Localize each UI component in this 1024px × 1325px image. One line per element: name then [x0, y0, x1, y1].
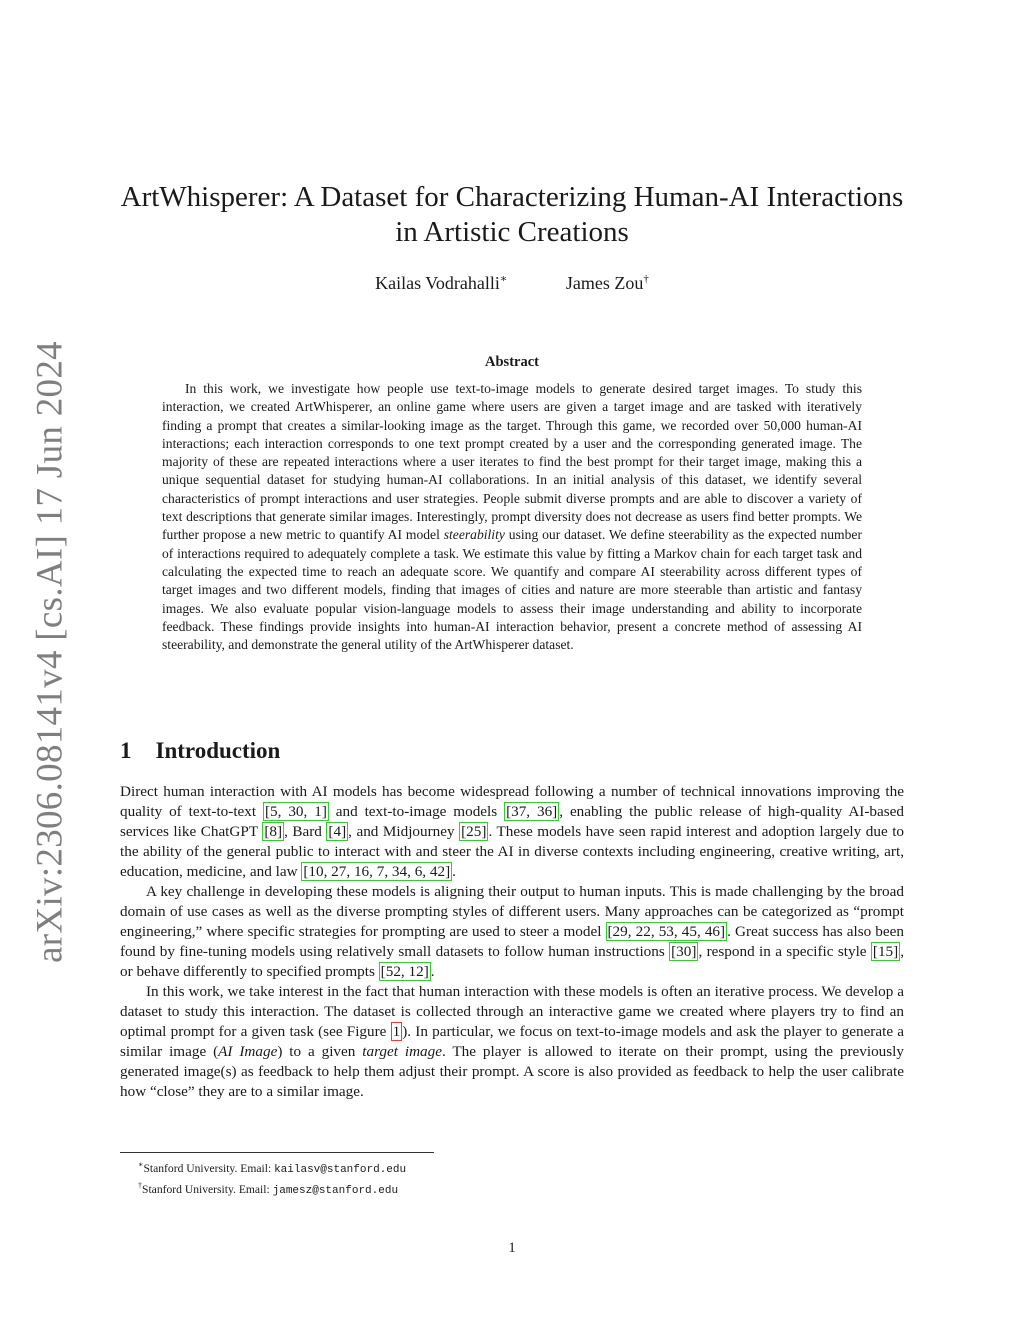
figure-reference-link[interactable]: 1: [392, 1023, 401, 1040]
footnotes: [138, 1157, 406, 1199]
arxiv-identifier: arXiv:2306.08141v4 [cs.AI] 17 Jun 2024: [29, 341, 71, 963]
citation-link[interactable]: [10, 27, 16, 7, 34, 6, 42]: [303, 863, 451, 880]
citation-link[interactable]: [29, 22, 53, 45, 46]: [607, 923, 726, 940]
intro-paragraph-2: A key challenge in developing these models is aligning their output to human inputs. This is made challenging by the broad domain of use cases as well as the diverse prompting styles of different users. Many approaches can be categorized as “prompt engineering,” where specific strategies for prompting are used to steer a model [29, 22, 53, 45, 46] . Great success has also been found by fine-tuning models using relatively small datasets to follow human instructions [30] , respond in a specific style [15] , or behave differently to specified prompts [52, 12] .: [120, 883, 905, 980]
footnote-1: ∗Stanford University. Email: kailasv@stanford.edu: [138, 1160, 407, 1176]
section-heading-introduction: 1 Introduction: [120, 738, 281, 763]
footnote-divider: [120, 1152, 434, 1153]
intro-paragraph-1: Direct human interaction with AI models has become widespread following a number of technical innovations improving the quality of text-to-text [5, 30, 1] and text-to-image models [37, 36] , enabling the public release of high-quality AI-based services like ChatGPT [8] , Bard [4] , and Midjourney [25] . These models have seen rapid interest and adoption largely due to the ability of the general public to interact with and steer the AI in diverse contexts including engineering, creative writing, art, education, medicine, and law [10, 27, 16, 7, 34, 6, 42] .: [120, 783, 905, 880]
email-link[interactable]: kailasv@stanford.edu: [274, 1163, 407, 1176]
citation-link[interactable]: [52, 12]: [380, 963, 429, 980]
intro-paragraph-3: In this work, we take interest in the fact that human interaction with these models is often an iterative process. We develop a dataset to study this interaction. The dataset is collected through an interactive game we created where players try to find an optimal prompt for a given task (see Figure 1 ). In particular, we focus on text-to-image models and ask the player to generate a similar image (AI Image) to a given target image. The player is allowed to iterate on their prompt, using the previously generated image(s) as feedback to help them adjust their prompt. A score is also provided as feedback to help the user calibrate how “close” they are to a similar image.: [120, 983, 905, 1100]
citation-link[interactable]: [4]: [328, 823, 347, 840]
footnote-2: †Stanford University. Email: jamesz@stanford.edu: [138, 1180, 399, 1197]
citation-link[interactable]: [30]: [671, 943, 697, 960]
author-list: [120, 272, 904, 294]
citation-link[interactable]: [37, 36]: [506, 803, 558, 820]
paper-title: ArtWhisperer: A Dataset for Characterizing Human-AI Interactions in Artistic Creations: [120, 181, 904, 248]
citation-link[interactable]: [15]: [872, 943, 899, 960]
email-link[interactable]: jamesz@stanford.edu: [272, 1184, 399, 1197]
page-number: 1: [508, 1240, 516, 1256]
author-1: Kailas Vodrahalli∗: [375, 273, 508, 293]
abstract-heading: Abstract: [485, 354, 539, 370]
introduction-body: [120, 782, 904, 1102]
citation-link[interactable]: [25]: [461, 823, 487, 840]
citation-link[interactable]: [5, 30, 1]: [265, 803, 327, 820]
citation-link[interactable]: [8]: [264, 823, 283, 840]
abstract-text: In this work, we investigate how people use text-to-image models to generate desired target images. To study this interaction, we created ArtWhisperer, an online game where users are given a target image and are tasked with iteratively finding a prompt that creates a similar-looking image as the target. Through this game, we recorded over 50,000 human-AI interactions; each interaction corresponds to one text prompt created by a user and the corresponding generated image. The majority of these are repeated interactions where a user iterates to find the best prompt for their target image, making this a unique sequential dataset for studying human-AI collaborations. In an initial analysis of this dataset, we identify several characteristics of prompt interactions and user strategies. People submit diverse prompts and are able to discover a variety of text descriptions that generate similar images. Interestingly, prompt diversity does not decrease as users find better prompts. We further propose a new metric to quantify AI model steerability using our dataset. We define steerability as the expected number of interactions required to adequately complete a task. We estimate this value by fitting a Markov chain for each target task and calculating the expected time to reach an adequate score. We quantify and compare AI steerability across different types of target images and two different models, finding that images of cities and nature are more steerable than artistic and fantasy images. We also evaluate popular vision-language models to assess their image understanding and ability to incorporate feedback. These findings provide insights into human-AI interaction behavior, present a concrete method of assessing AI steerability, and demonstrate the general utility of the ArtWhisperer dataset.: [162, 381, 862, 653]
author-2: James Zou†: [565, 273, 649, 293]
